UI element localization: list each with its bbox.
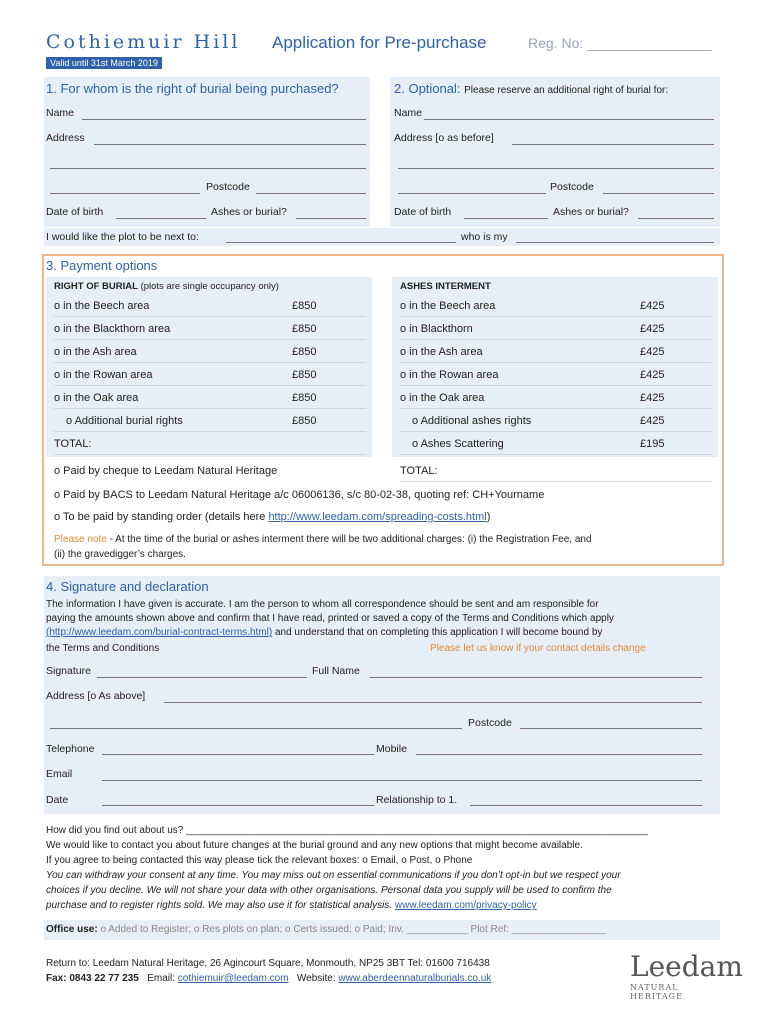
ashes-option-3-price: £425 [640, 369, 665, 381]
logo-subtitle: NATURAL HERITAGE [630, 983, 683, 1001]
s2-name-input[interactable] [424, 119, 714, 120]
s2-heading-prefix: 2. Optional: [394, 81, 461, 96]
ashes-option-6-divider [400, 454, 712, 455]
burial-option-4-divider [54, 408, 366, 409]
date-input[interactable] [102, 805, 374, 806]
burial-option-0-label[interactable]: o in the Beech area [54, 300, 150, 312]
ashes-option-0-divider [400, 316, 712, 317]
declaration-line-3-rest: and understand that on completing this application I will become bound by [272, 627, 603, 638]
who-is-my-input[interactable] [516, 242, 714, 243]
full-name-label: Full Name [312, 665, 360, 677]
contact-email-link[interactable]: cothiemuir@leedam.com [177, 973, 289, 984]
burial-option-3-label[interactable]: o in the Rowan area [54, 369, 153, 381]
declaration-line-4: the Terms and Conditions [46, 643, 160, 654]
email-contact-label: Email: [147, 973, 175, 984]
return-contacts [46, 973, 491, 984]
declaration-line-2: paying the amounts shown above and confirm that I have read, printed or saved a copy of the Terms and Conditions which apply [46, 613, 614, 624]
contact-change-note: Please let us know if your contact details change [430, 643, 646, 654]
ashes-option-4-divider [400, 408, 712, 409]
ashes-option-0-label[interactable]: o in the Beech area [400, 300, 496, 312]
next-to-label: I would like the plot to be next to: [46, 231, 199, 243]
section-1-panel [44, 77, 370, 227]
email-label: Email [46, 768, 73, 780]
s1-dob-input[interactable] [116, 218, 206, 219]
section-2-panel [390, 77, 720, 227]
note-text-1: - At the time of the burial or ashes interment there will be two additional charges: (i) the Registration Fee, and [106, 534, 592, 545]
consent-line-2: choices if you decline. We will not share your data with other organisations. Personal data you supply will be used to confirm the [46, 885, 612, 896]
declaration-line-3 [46, 627, 602, 638]
burial-option-0-price: £850 [292, 300, 317, 312]
burial-option-1-divider [54, 339, 366, 340]
reg-number-field[interactable]: Reg. No: ________________ [528, 35, 712, 51]
leedam-logo [630, 950, 743, 1001]
s2-address-input-2[interactable] [398, 168, 714, 169]
privacy-policy-link[interactable]: www.leedam.com/privacy-policy [394, 900, 537, 911]
s1-address-input-2[interactable] [50, 168, 366, 169]
burial-terms-link[interactable]: (http://www.leedam.com/burial-contract-terms.html) [46, 627, 273, 638]
ashes-option-2-price: £425 [640, 346, 665, 358]
s2-heading-rest: Please reserve an additional right of burial for: [464, 85, 669, 96]
s1-postcode-input[interactable] [256, 193, 366, 194]
burial-option-6-label: TOTAL: [54, 438, 92, 450]
s4-address-input-2[interactable] [50, 728, 462, 729]
fax-number: Fax: 0843 22 77 235 [46, 973, 139, 984]
burial-option-4-label[interactable]: o in the Oak area [54, 392, 139, 404]
consent-line-3-text: purchase and to register rights sold. We may also use it for statistical analysis. [46, 900, 393, 911]
ashes-option-1-divider [400, 339, 712, 340]
burial-option-4-price: £850 [292, 392, 317, 404]
relationship-label: Relationship to 1. [376, 794, 458, 806]
mobile-label: Mobile [376, 743, 407, 755]
ashes-option-4-price: £425 [640, 392, 665, 404]
website-label: Website: [296, 973, 336, 984]
s2-address-input[interactable] [512, 144, 714, 145]
how-find-us-field[interactable]: How did you find out about us? ___________________________________________________________________________________ [46, 825, 648, 836]
section-1-heading: 1. For whom is the right of burial being purchased? [46, 81, 339, 96]
office-use-items: o Added to Register; o Res plots on plan; o Certs issued; o Paid; Inv. ___________ Plot Ref: _________________ [100, 924, 607, 935]
pay-cheque-option[interactable]: o Paid by cheque to Leedam Natural Heritage [54, 465, 278, 477]
ashes-option-0-price: £425 [640, 300, 665, 312]
section-4-panel [44, 576, 720, 814]
burial-option-5-label[interactable]: o Additional burial rights [66, 415, 183, 427]
s1-ashes-input[interactable] [296, 218, 366, 219]
s1-address-input[interactable] [94, 144, 366, 145]
ashes-option-4-label[interactable]: o in the Oak area [400, 392, 485, 404]
relationship-input[interactable] [470, 805, 702, 806]
s1-name-input[interactable] [82, 119, 366, 120]
form-title: Application for Pre-purchase [272, 33, 487, 52]
s1-postcode-label: Postcode [206, 181, 250, 193]
s2-address-input-3[interactable] [398, 193, 546, 194]
next-to-input[interactable] [226, 242, 456, 243]
burial-option-3-divider [54, 385, 366, 386]
contact-preferences[interactable]: If you agree to being contacted this way please tick the relevant boxes: o Email, o Post, o Phone [46, 855, 473, 866]
date-label: Date [46, 794, 69, 806]
ashes-total-line[interactable] [400, 481, 712, 482]
signature-label: Signature [46, 665, 91, 677]
ashes-option-5-label[interactable]: o Additional ashes rights [412, 415, 532, 427]
standing-order-text: o To be paid by standing order (details here [54, 511, 269, 523]
burial-heading-bold: RIGHT OF BURIAL [54, 281, 138, 292]
office-use-label: Office use: [46, 924, 98, 935]
s1-address-input-3[interactable] [50, 193, 200, 194]
burial-option-3-price: £850 [292, 369, 317, 381]
consent-line-1: You can withdraw your consent at any time. You may miss out on essential communications if you don’t opt-in but we respect your [46, 870, 621, 881]
s1-name-label: Name [46, 107, 75, 119]
pay-standing-order-option[interactable] [54, 511, 490, 523]
ashes-option-6-price: £195 [640, 438, 665, 450]
s2-postcode-input[interactable] [603, 193, 714, 194]
logo-wordmark: Leedam [630, 950, 743, 983]
s1-dob-label: Date of birth [46, 206, 104, 218]
website-link[interactable]: www.aberdeennaturalburials.co.uk [338, 973, 492, 984]
burial-option-2-price: £850 [292, 346, 317, 358]
ashes-option-2-label[interactable]: o in the Ash area [400, 346, 483, 358]
mobile-input[interactable] [416, 754, 702, 755]
who-is-my-label: who is my [461, 231, 508, 243]
payment-note-line-1 [54, 534, 592, 545]
ashes-column-heading: ASHES INTERMENT [400, 281, 491, 292]
pay-bacs-option[interactable]: o Paid by BACS to Leedam Natural Heritage a/c 06006136, s/c 80-02-38, quoting ref: CH+Yourname [54, 489, 545, 501]
section-3-heading: 3. Payment options [46, 258, 158, 273]
telephone-input[interactable] [102, 754, 374, 755]
s2-dob-input[interactable] [464, 218, 548, 219]
spreading-costs-link[interactable]: http://www.leedam.com/spreading-costs.html [268, 511, 487, 523]
section-4-heading: 4. Signature and declaration [46, 579, 209, 594]
form-title-name: Cothiemuir Hill [46, 31, 241, 53]
burial-option-1-price: £850 [292, 323, 317, 335]
return-address: Return to: Leedam Natural Heritage, 26 Agincourt Square, Monmouth, NP25 3BT Tel: 01600 716438 [46, 958, 490, 969]
please-note-label: Please note [54, 534, 107, 545]
payment-note-line-2: (ii) the gravedigger’s charges. [54, 549, 186, 560]
burial-column-heading [54, 281, 279, 292]
email-input[interactable] [102, 780, 702, 781]
burial-option-2-label[interactable]: o in the Ash area [54, 346, 137, 358]
burial-option-6-divider [54, 454, 366, 455]
ashes-total-label: TOTAL: [400, 465, 438, 477]
signature-input[interactable] [97, 677, 307, 678]
office-use-row [46, 924, 606, 935]
section-2-heading [394, 81, 668, 96]
ashes-option-1-label[interactable]: o in Blackthorn [400, 323, 473, 335]
ashes-option-2-divider [400, 362, 712, 363]
s2-dob-label: Date of birth [394, 206, 452, 218]
ashes-option-3-divider [400, 385, 712, 386]
s4-address-label: Address [o As above] [46, 690, 146, 702]
valid-until-badge: Valid until 31st March 2019 [46, 57, 162, 69]
s1-ashes-label: Ashes or burial? [211, 206, 287, 218]
s4-address-input[interactable] [164, 702, 702, 703]
ashes-option-5-divider [400, 431, 712, 432]
s1-address-label: Address [46, 132, 85, 144]
ashes-option-1-price: £425 [640, 323, 665, 335]
consent-line-3 [46, 900, 537, 911]
burial-option-1-label[interactable]: o in the Blackthorn area [54, 323, 171, 335]
burial-option-5-divider [54, 431, 366, 432]
burial-heading-rest: (plots are single occupancy only) [140, 281, 279, 292]
s2-ashes-input[interactable] [638, 218, 714, 219]
s2-ashes-label: Ashes or burial? [553, 206, 629, 218]
burial-option-2-divider [54, 362, 366, 363]
burial-option-5-price: £850 [292, 415, 317, 427]
declaration-line-1: The information I have given is accurate. I am the person to whom all correspondence should be sent and am responsible for [46, 599, 599, 610]
ashes-option-6-label[interactable]: o Ashes Scattering [412, 438, 504, 450]
s2-address-label: Address [o as before] [394, 132, 494, 144]
s2-postcode-label: Postcode [550, 181, 594, 193]
telephone-label: Telephone [46, 743, 95, 755]
s4-postcode-input[interactable] [520, 728, 702, 729]
future-contact-text: We would like to contact you about future changes at the burial ground and any new options that might become available. [46, 840, 583, 851]
s4-postcode-label: Postcode [468, 717, 512, 729]
full-name-input[interactable] [370, 677, 702, 678]
s2-name-label: Name [394, 107, 423, 119]
ashes-option-5-price: £425 [640, 415, 665, 427]
standing-order-close: ) [486, 511, 491, 523]
ashes-option-3-label[interactable]: o in the Rowan area [400, 369, 499, 381]
burial-option-0-divider [54, 316, 366, 317]
